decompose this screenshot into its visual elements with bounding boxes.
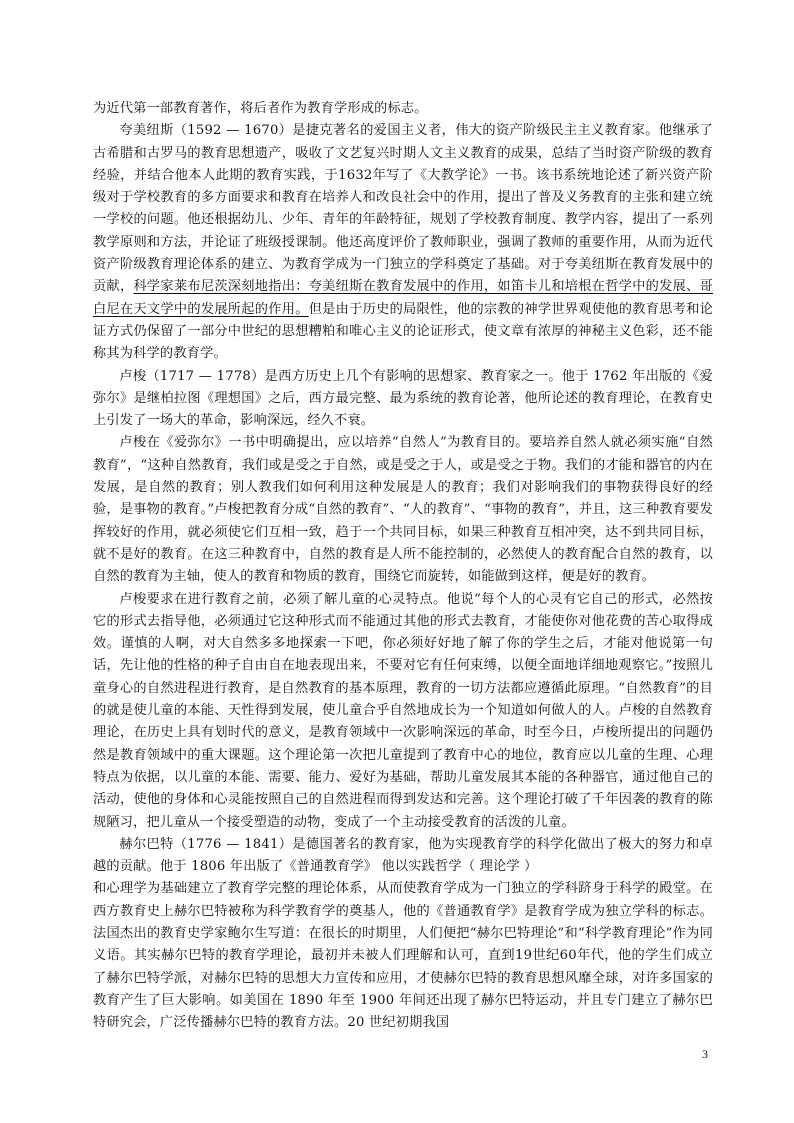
comenius-text-b: 但是由于历史的局限性，他的宗教的神学世界观使他的教育思考和论证方式仍保留了一部分中世纪的思想糟粕和唯心主义的论证形式，使文章有浓厚的神秘主义色彩，还不能称其为科学的教育学。 — [93, 301, 713, 362]
paragraph-herbart-line1: 赫尔巴特（1776 — 1841）是德国著名的教育家，他为实现教育学的科学化做出了极大的努力和卓越的贡献。他于 1806 年出版了《普通教育学》 他以实践哲学（ 理论学 ） — [93, 836, 713, 875]
comenius-text-a: 夸美纽斯（1592 — 1670）是捷克著名的爱国主义者，伟大的资产阶级民主主义教育家。他继承了古希腊和古罗马的教育思想遗产，吸收了文艺复兴时期人文主义教育的成果，总结了当时资产阶级的教育经验，并结合他本人此期的教育实践，于1632年写了《大教学论》一书。该书系统地论述了新兴资产阶级对于学校教育的多方面要求和教育在培养人和改良社会中的作用，提出了普及义务教育的主张和建立统一学校的问题。他还根据幼儿、少年、青年的年龄特征，规划了学校教育制度、教学内容，提出了一系列教学原则和方法，并论证了班级授课制。他还高度评价了教师职业，强调了教师的重要作用，从而为近代资产阶级教育理论体系的建立、为教育学成为一门独立的学科奠定了基础。对于夸美纽斯在教育发展中的贡献， — [93, 123, 713, 295]
paragraph-intro-tail: 为近代第一部教育著作，将后者作为教育学形成的标志。 — [93, 101, 428, 116]
document-body — [93, 98, 713, 1034]
page-number: 3 — [702, 1047, 708, 1061]
paragraph-rousseau-natural-man: 卢梭在《爱弥尔》一书中明确提出，应以培养“自然人”为教育目的。要培养自然人就必须实施“自然教育”，“这种自然教育，我们或是受之于自然，或是受之于人，或是受之于物。我们的才能和器官的内在发展，是自然的教育；别人教我们如何利用这种发展是人的教育；我们对影响我们的事物获得良好的经验，是事物的教育。”卢梭把教育分成“自然的教育”、“人的教育”、“事物的教育”，并且，这三种教育要发挥较好的作用，就必须使它们互相一致，趋于一个共同目标，如果三种教育互相冲突，达不到共同目标，就不是好的教育。在这三种教育中，自然的教育是人所不能控制的，必然使人的教育配合自然的教育，以自然的教育为主轴，使人的教育和物质的教育，围绕它而旋转，如能做到这样，便是好的教育。 — [93, 435, 713, 585]
leibniz-quote-underlined: 科学家莱布尼茨深刻地指出：夸美纽斯在教育发展中的作用，如笛卡儿和培根在哲学中的发展、哥白尼在天文学中的发展所起的作用。 — [93, 279, 713, 317]
paragraph-comenius — [93, 120, 713, 365]
paragraph-rousseau-intro: 卢梭（1717 — 1778）是西方历史上几个有影响的思想家、教育家之一。他于 1762 年出版的《爱弥尔》是继柏拉图《理想国》之后，西方最完整、最为系统的教育论著，他所论述的教育理论，在教育史上引发了一场大的革命，影响深远，经久不衰。 — [93, 368, 713, 429]
paragraph-herbart-body: 和心理学为基础建立了教育学完整的理论体系，从而使教育学成为一门独立的学科跻身于科学的殿堂。在西方教育史上赫尔巴特被称为科学教育学的奠基人，他的《普通教育学》是教育学成为独立学科的标志。法国杰出的教育史学家鲍尔生写道：在很长的时期里，人们便把“赫尔巴特理论”和“科学教育理论”作为同义语。其实赫尔巴特的教育学理论，最初并未被人们理解和认可，直到19世纪60年代，他的学生们成立了赫尔巴特学派，对赫尔巴特的思想大力宣传和应用，才使赫尔巴特的教育思想风靡全球，对许多国家的教育产生了巨大影响。如美国在 1890 年至 1900 年间还出现了赫尔巴特运动，并且专门建立了赫尔巴特研究会，广泛传播赫尔巴特的教育方法。20 世纪初期我国 — [93, 881, 713, 1031]
paragraph-rousseau-child-nature: 卢梭要求在进行教育之前，必须了解儿童的心灵特点。他说“每个人的心灵有它自己的形式，必然按它的形式去指导他，必须通过它这种形式而不能通过其他的形式去教育，才能使你对他花费的苦心取得成效。谨慎的人啊，对大自然多多地探索一下吧，你必须好好地了解了你的学生之后，才能对他说第一句话，先让他的性格的种子自由自在地表现出来，不要对它有任何束缚，以便全面地详细地观察它。”按照儿童身心的自然进程进行教育，是自然教育的基本原理，教育的一切方法都应遵循此原理。“自然教育”的目的就是使儿童的本能、天性得到发展，使儿童合乎自然地成长为一个知道如何做人的人。卢梭的自然教育理论，在历史上具有划时代的意义，是教育领域中一次影响深远的革命，时至今日，卢梭所提出的问题仍然是教育领域中的重大课题。这个理论第一次把儿童提到了教育中心的地位，教育应以儿童的生理、心理特点为依据，以儿童的本能、需要、能力、爱好为基础，帮助儿童发展其本能的各种器官，通过他自己的活动，使他的身体和心灵能按照自己的自然进程而得到发达和完善。这个理论打破了千年因袭的教育的陈规陋习，把儿童从一个接受塑造的动物，变成了一个主动接受教育的活泼的儿童。 — [93, 591, 713, 830]
